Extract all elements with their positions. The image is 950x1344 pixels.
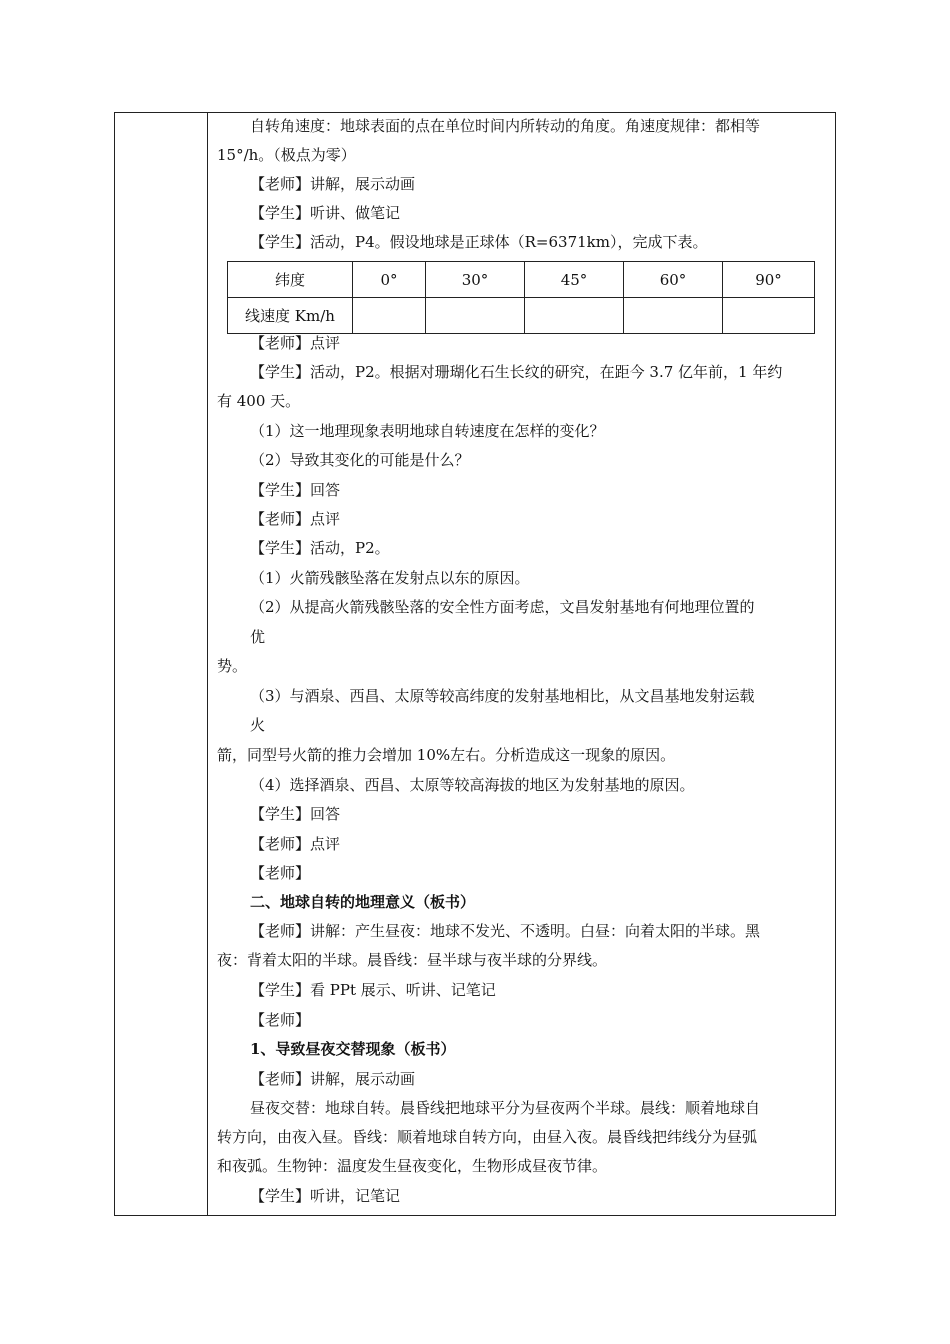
text-line: 自转角速度：地球表面的点在单位时间内所转动的角度。角速度规律：都相等 bbox=[250, 117, 761, 135]
table-cell[interactable] bbox=[525, 298, 624, 334]
text-line: （2）导致其变化的可能是什么？ bbox=[250, 451, 470, 469]
text-line: 【学生】回答 bbox=[250, 481, 341, 499]
text-line: （1）火箭残骸坠落在发射点以东的原因。 bbox=[250, 569, 530, 587]
text-line: 【老师】 bbox=[250, 864, 311, 882]
table-cell: 线速度 Km/h bbox=[228, 298, 353, 334]
text-line: 【学生】回答 bbox=[250, 805, 341, 823]
text-line: 【学生】听讲，记笔记 bbox=[250, 1187, 401, 1205]
table-cell[interactable] bbox=[426, 298, 525, 334]
text-line: 【学生】看 PPt 展示、听讲、记笔记 bbox=[250, 981, 496, 999]
table-cell: 45° bbox=[525, 262, 624, 298]
text-line: 【老师】点评 bbox=[250, 334, 341, 352]
linear-speed-table bbox=[227, 261, 815, 334]
text-line: （3）与酒泉、西昌、太原等较高纬度的发射基地相比，从文昌基地发射运载 bbox=[250, 687, 755, 705]
text-line: 【学生】活动，P2。根据对珊瑚化石生长纹的研究，在距今 3.7 亿年前，1 年约 bbox=[250, 363, 783, 381]
text-line: 【学生】听讲、做笔记 bbox=[250, 204, 401, 222]
text-line: （2）从提高火箭残骸坠落的安全性方面考虑，文昌发射基地有何地理位置的 bbox=[250, 598, 755, 616]
column-divider bbox=[207, 112, 208, 1216]
text-line: （1）这一地理现象表明地球自转速度在怎样的变化？ bbox=[250, 422, 605, 440]
text-line: 【老师】 bbox=[250, 1011, 311, 1029]
section-heading: 二、地球自转的地理意义（板书） bbox=[250, 893, 476, 911]
text-line: 【学生】活动，P2。 bbox=[250, 539, 390, 557]
text-line: 【老师】点评 bbox=[250, 510, 341, 528]
table-cell: 30° bbox=[426, 262, 525, 298]
text-line: 【老师】讲解，展示动画 bbox=[250, 175, 416, 193]
table-cell: 纬度 bbox=[228, 262, 353, 298]
text-line: 有 400 天。 bbox=[217, 392, 301, 410]
text-line: 火 bbox=[250, 716, 266, 734]
text-line: 势。 bbox=[217, 657, 248, 675]
table-row bbox=[228, 298, 815, 334]
table-cell: 90° bbox=[723, 262, 815, 298]
text-line: 15°/h。（极点为零） bbox=[217, 146, 356, 164]
text-line: 昼夜交替：地球自转。晨昏线把地球平分为昼夜两个半球。晨线：顺着地球自 bbox=[250, 1099, 761, 1117]
text-line: （4）选择酒泉、西昌、太原等较高海拔的地区为发射基地的原因。 bbox=[250, 776, 695, 794]
text-line: 和夜弧。生物钟：温度发生昼夜变化，生物形成昼夜节律。 bbox=[217, 1157, 608, 1175]
table-cell[interactable] bbox=[723, 298, 815, 334]
sub-heading: 1、导致昼夜交替现象（板书） bbox=[250, 1040, 456, 1058]
text-line: 【学生】活动，P4。假设地球是正球体（R=6371km），完成下表。 bbox=[250, 233, 708, 251]
table-cell: 0° bbox=[353, 262, 426, 298]
text-line: 【老师】讲解：产生昼夜：地球不发光、不透明。白昼：向着太阳的半球。黑 bbox=[250, 922, 761, 940]
table-header-row bbox=[228, 262, 815, 298]
text-line: 【老师】讲解，展示动画 bbox=[250, 1070, 416, 1088]
text-line: 优 bbox=[250, 628, 266, 646]
table-cell[interactable] bbox=[624, 298, 723, 334]
text-line: 【老师】点评 bbox=[250, 835, 341, 853]
table-cell[interactable] bbox=[353, 298, 426, 334]
text-line: 转方向，由夜入昼。昏线：顺着地球自转方向，由昼入夜。晨昏线把纬线分为昼弧 bbox=[217, 1128, 758, 1146]
text-line: 箭，同型号火箭的推力会增加 10%左右。分析造成这一现象的原因。 bbox=[217, 746, 676, 764]
table-cell: 60° bbox=[624, 262, 723, 298]
text-line: 夜：背着太阳的半球。晨昏线：昼半球与夜半球的分界线。 bbox=[217, 951, 608, 969]
